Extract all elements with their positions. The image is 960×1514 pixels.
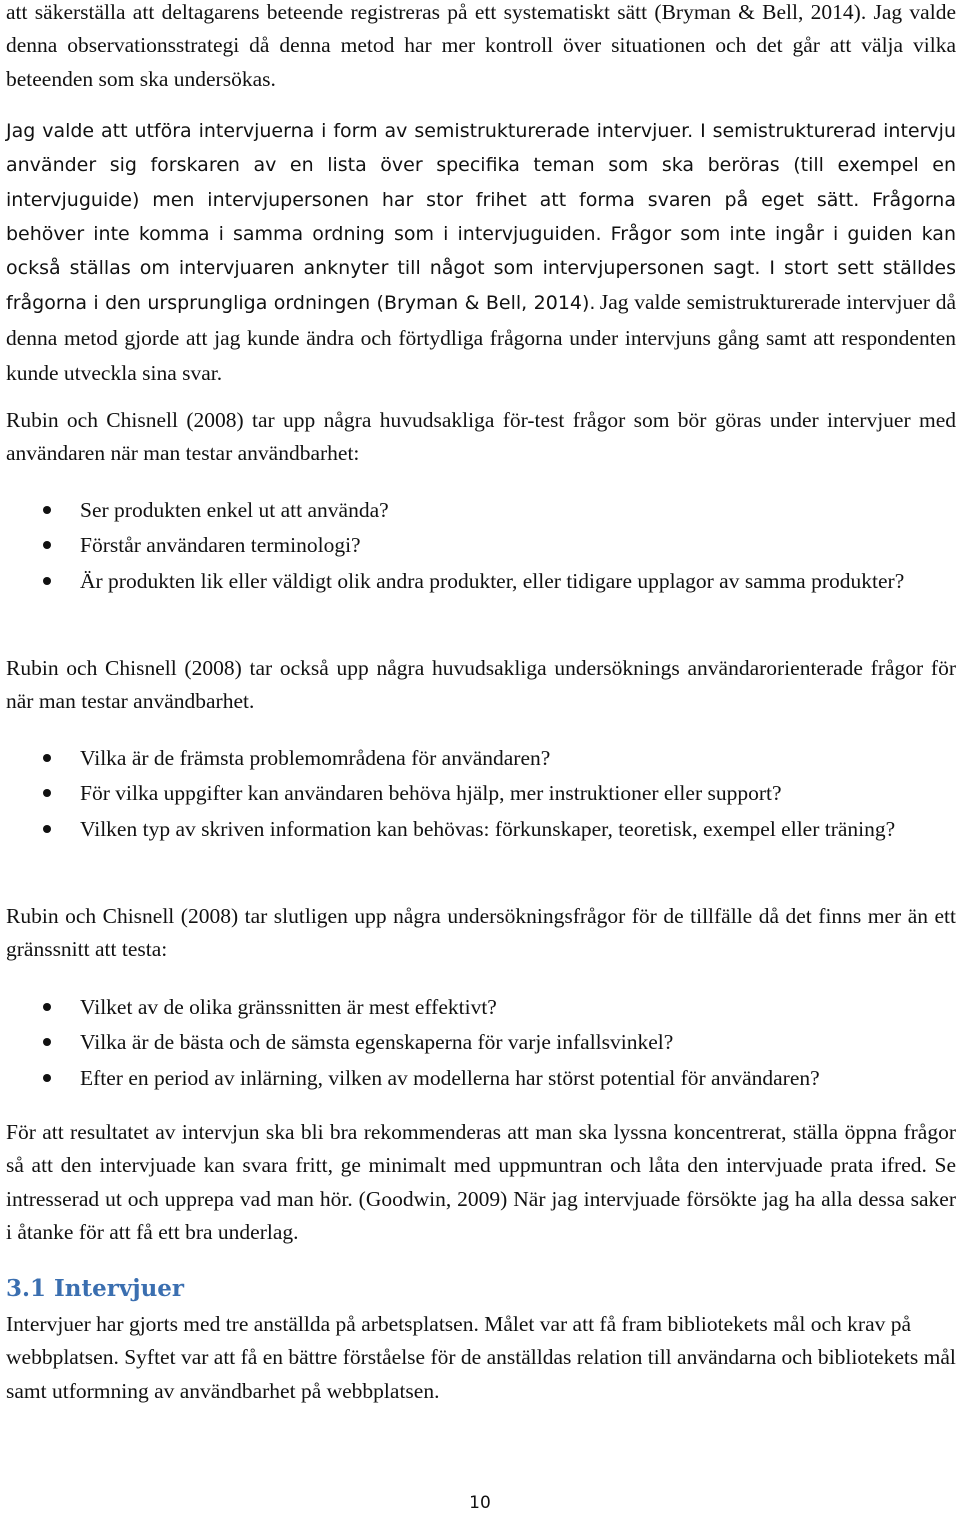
- bullet-icon: [43, 1074, 51, 1082]
- list-item-text: Vilket av de olika gränssnitten är mest effektivt?: [80, 995, 497, 1019]
- user-oriented-question-list: [0, 741, 956, 847]
- bullet-icon: [43, 825, 51, 833]
- paragraph-interface-intro: Rubin och Chisnell (2008) tar slutligen upp några undersökningsfrågor för de tillfälle då det finns mer än ett gränssnitt att testa:: [6, 904, 956, 962]
- bullet-icon: [43, 754, 51, 762]
- bullet-icon: [43, 506, 51, 514]
- list-item: [0, 812, 956, 847]
- list-item: [0, 564, 956, 599]
- list-item: [0, 1061, 956, 1096]
- list-item: [0, 1025, 956, 1060]
- paragraph-observation: att säkerställa att deltagarens beteende registreras på ett systematiskt sätt (Bryman & Bell, 2014). Jag valde denna observationsstrategi då denna metod har mer kontroll över situationen och det går att välja vilka beteenden som ska undersökas.: [6, 0, 956, 91]
- paragraph-semistructured: [6, 115, 956, 392]
- page-number: 10: [469, 1493, 491, 1513]
- list-item: [0, 990, 956, 1025]
- list-item: [0, 741, 956, 776]
- bullet-icon: [43, 789, 51, 797]
- list-item-text: För vilka uppgifter kan användaren behöva hjälp, mer instruktioner eller support?: [80, 781, 782, 806]
- list-item-text: Vilka är de främsta problemområdena för användaren?: [80, 746, 551, 770]
- list-item-text: Ser produkten enkel ut att använda?: [80, 498, 389, 522]
- paragraph-semistructured-choice: Jag valde semistrukturerade intervjuer då denna metod gjorde att jag kunde ändra och förtydliga frågorna under intervjuns gång samt att respondenten kunde utveckla sina svar.: [6, 290, 956, 386]
- section-heading: 3.1 Intervjuer: [6, 1275, 185, 1302]
- paragraph-interview-advice: För att resultatet av intervjun ska bli bra rekommenderas att man ska lyssna koncentrerat, ställa öppna frågor så att den intervjuade kan svara fritt, ge minimalt med uppmuntran och låta den intervjuade prata ifred. Se intresserad ut och upprepa vad man hör. (Goodwin, 2009) När jag intervjuade försökte jag ha alla dessa saker i åtanke för att få ett bra underlag.: [6, 1120, 956, 1244]
- list-item-text: Vilka är de bästa och de sämsta egenskaperna för varje infallsvinkel?: [80, 1030, 674, 1055]
- pretest-question-list: [0, 493, 956, 599]
- paragraph-interviews: Intervjuer har gjorts med tre anställda på arbetsplatsen. Målet var att få fram bibliotekets mål och krav på webbplatsen. Syftet var att få en bättre förståelse för de anställdas relation till användarna och bibliotekets mål samt utformning av användbarhet på webbplatsen.: [6, 1312, 956, 1403]
- interface-question-list: [0, 990, 956, 1096]
- bullet-icon: [43, 577, 51, 585]
- list-item-text: Förstår användaren terminologi?: [80, 533, 361, 558]
- bullet-icon: [43, 541, 51, 549]
- paragraph-pretest-intro: Rubin och Chisnell (2008) tar upp några huvudsakliga för-test frågor som bör göras under intervjuer med användaren när man testar användbarhet:: [6, 408, 956, 466]
- paragraph-semistructured-text: Jag valde att utföra intervjuerna i form av semistrukturerade intervjuer. I semistrukturerad intervju använder sig forskaren av en lista över specifika teman som ska beröras (till exempel en intervjuguide) men intervjupersonen har stor frihet att forma svaren på eget sätt. Frågorna behöver inte komma i samma ordning som i intervjuguiden. Frågor som inte ingår i guiden kan också ställas om intervjuaren anknyter till något som intervjupersonen sagt. I stort sett ställdes frågorna i den ursprungliga ordningen (Bryman & Bell, 2014).: [6, 120, 956, 315]
- bullet-icon: [43, 1003, 51, 1011]
- list-item: [0, 528, 956, 563]
- list-item-text: Vilken typ av skriven information kan behövas: förkunskaper, teoretisk, exempel eller träning?: [80, 816, 896, 841]
- list-item-text: Är produkten lik eller väldigt olik andra produkter, eller tidigare upplagor av samma produkter?: [80, 568, 905, 593]
- list-item: [0, 493, 956, 528]
- paragraph-user-oriented-intro: Rubin och Chisnell (2008) tar också upp några huvudsakliga undersöknings användarorienterade frågor för när man testar användbarhet.: [6, 656, 956, 714]
- bullet-icon: [43, 1038, 51, 1046]
- list-item: [0, 776, 956, 811]
- list-item-text: Efter en period av inlärning, vilken av modellerna har störst potential för användaren?: [80, 1065, 820, 1090]
